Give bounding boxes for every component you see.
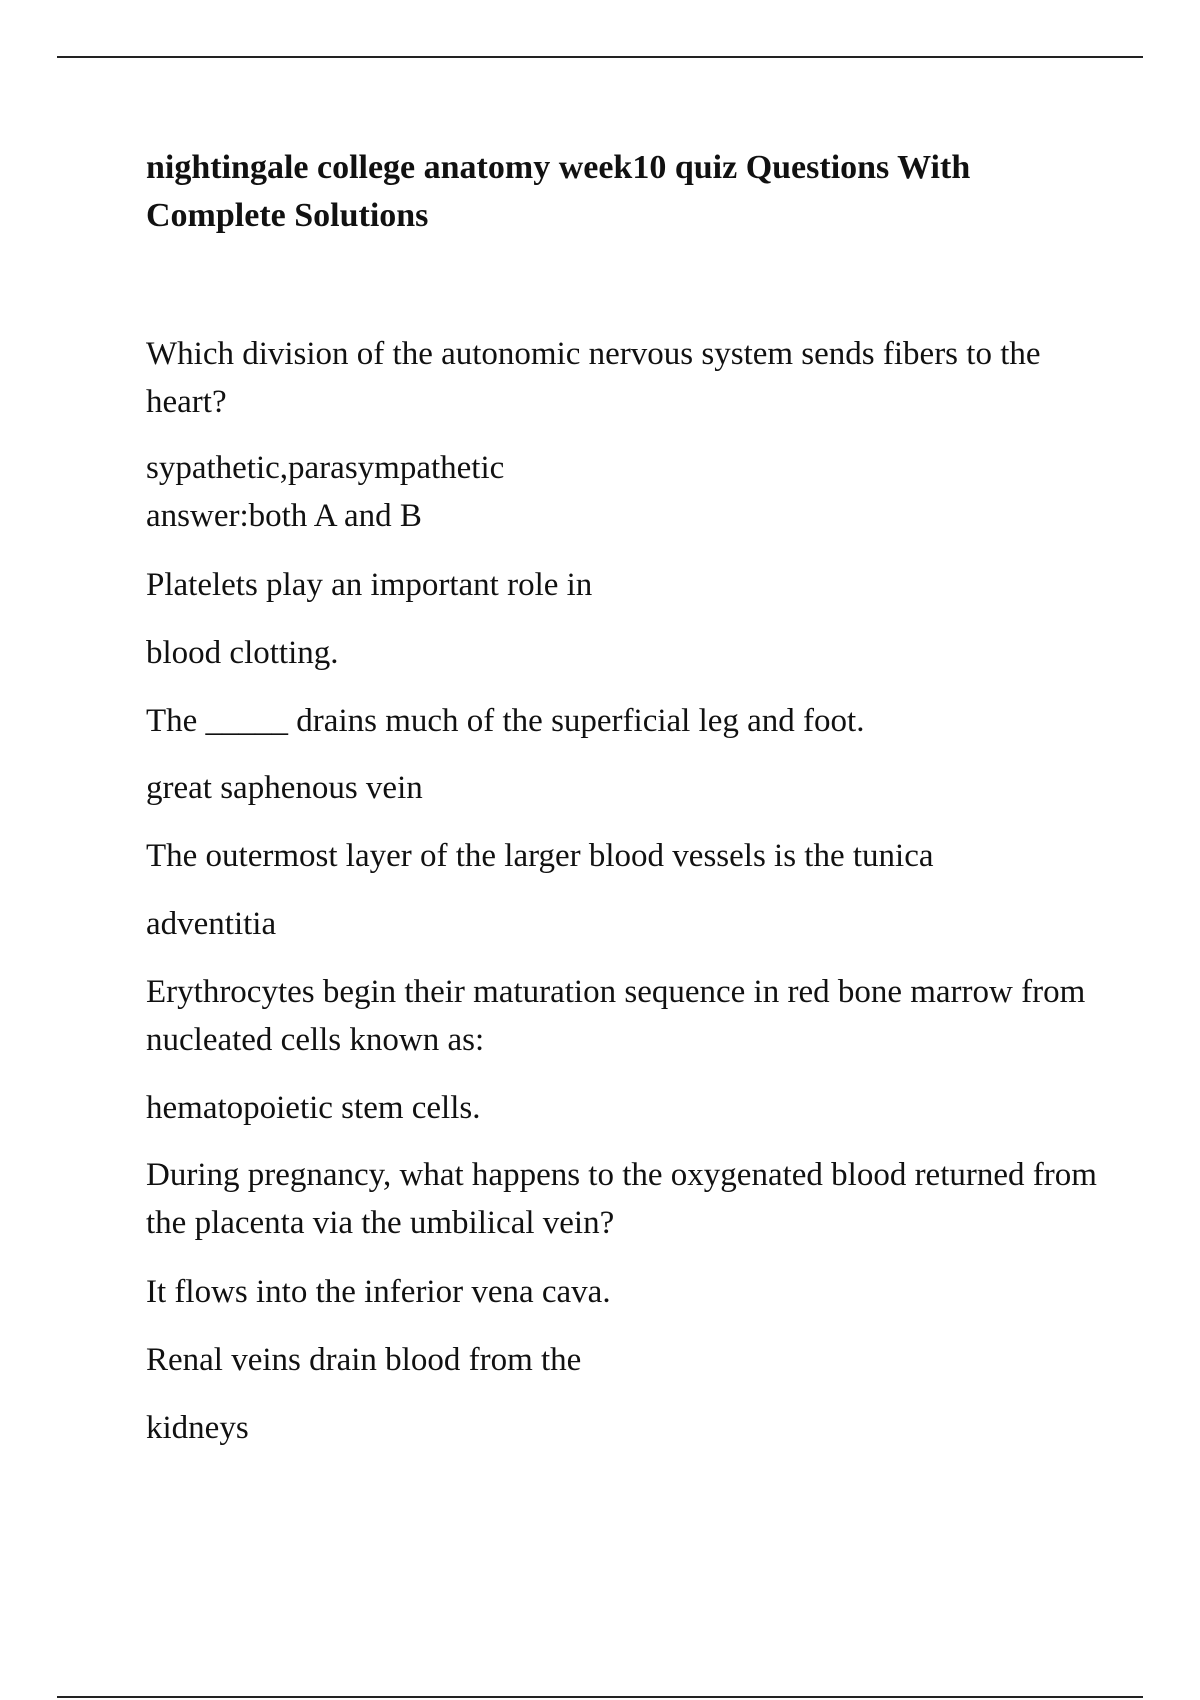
answer-tunica: adventitia [146, 906, 277, 942]
answer-autonomic [146, 444, 1106, 540]
question-tunica: The outermost layer of the larger blood vessels is the tunica [146, 838, 934, 874]
answer-leg-vein: great saphenous vein [146, 770, 423, 806]
answer-renal: kidneys [146, 1410, 249, 1446]
answer-autonomic-choice: answer:both A and B [146, 498, 422, 534]
question-erythrocytes: Erythrocytes begin their maturation sequence in red bone marrow from nucleated cells known as: [146, 974, 1086, 1058]
question-pregnancy: During pregnancy, what happens to the oxygenated blood returned from the placenta via the umbilical vein? [146, 1157, 1097, 1241]
document-title: nightingale college anatomy week10 quiz Questions With Complete Solutions [146, 149, 971, 234]
question-renal: Renal veins drain blood from the [146, 1342, 582, 1378]
question-platelets: Platelets play an important role in [146, 567, 593, 603]
question-leg-vein: The _____ drains much of the superficial leg and foot. [146, 703, 865, 739]
answer-erythrocytes: hematopoietic stem cells. [146, 1090, 481, 1126]
answer-platelets: blood clotting. [146, 635, 339, 671]
question-autonomic: Which division of the autonomic nervous system sends fibers to the heart? [146, 336, 1041, 420]
answer-pregnancy: It flows into the inferior vena cava. [146, 1274, 611, 1310]
bottom-rule [57, 1696, 1143, 1698]
top-rule [57, 56, 1143, 58]
answer-autonomic-options: sypathetic,parasympathetic [146, 450, 505, 486]
